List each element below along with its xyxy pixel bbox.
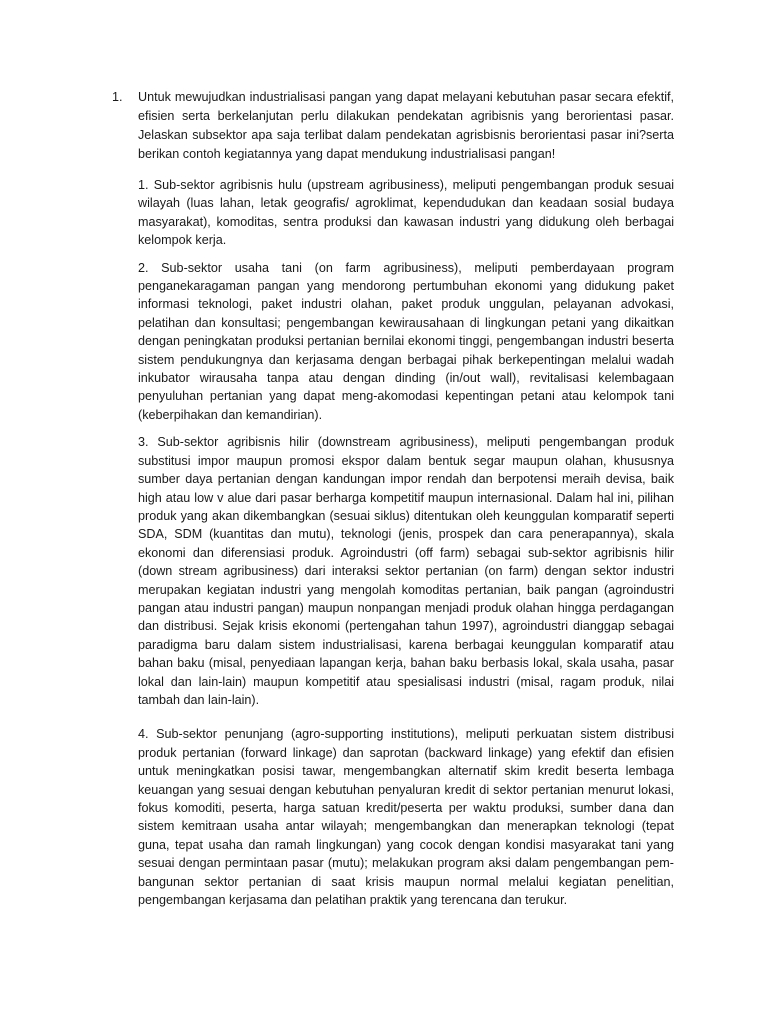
- question-number: 1.: [112, 90, 123, 104]
- question-text: Untuk mewujudkan industrialisasi pangan yang dapat melayani kebutuhan pasar secara efektif, efisien serta berkelanjutan perlu dilakukan pendekatan agribisnis yang berorientasi pasar. Jelaskan subsektor apa saja terlibat dalam pendekatan agrisbisnis berorientasi pasar ini?serta berikan contoh kegiatannya yang dapat mendukung industrialisasi pangan!: [138, 90, 674, 161]
- question-block: [114, 88, 674, 164]
- answer-paragraph-downstream: 3. Sub-sektor agribisnis hilir (downstream agribusiness), meliputi pengembangan produk substitusi impor maupun promosi ekspor dalam bentuk segar maupun olahan, khususnya sumber daya pertanian dengan kandungan impor rendah dan berpotensi meraih devisa, baik high atau low v alue dari pasar berharga kompetitif maupun internasional. Dalam hal ini, pilihan produk yang akan dikembangkan (sesuai siklus) ditentukan oleh keunggulan komparatif seperti SDA, SDM (kuantitas dan mutu), teknologi (jenis, prospek dan cara penerapannya), skala ekonomi dan diferensiasi produk. Agroindustri (off farm) sebagai sub-sektor agribisnis hilir (down stream agribusiness) dari interaksi sektor pertanian (on farm) dengan sektor industri merupakan kegiatan industri yang mengolah komoditas pertanian, baik pangan (agroindustri pangan atau industri pangan) maupun nonpangan menjadi produk olahan hingga perdagangan dan distribusi. Sejak krisis ekonomi (pertengahan tahun 1997), agroindustri dianggap sebagai paradigma baru dalam sistem industrialisasi, karena berbagai keunggulan komparatif atau bahan baku (misal, penyediaan lapangan kerja, bahan baku berbasis lokal, skala usaha, pasar lokal dan lain-lain) maupun kompetitif atau spesialisasi industri (misal, ragam produk, nilai tambah dan lain-lain).: [138, 435, 674, 707]
- answers-block: [138, 176, 674, 909]
- answer-paragraph-on-farm: 2. Sub-sektor usaha tani (on farm agribusiness), meliputi pemberdayaan program penganekaragaman pangan yang mendorong pertumbuhan ekonomi yang didukung paket informasi teknologi, paket industri olahan, paket produk unggulan, pelayanan advokasi, pelatihan dan konsultasi; pengembangan kewirausahaan di lingkungan petani yang dikaitkan dengan peningkatan produksi pertanian bernilai ekonomi tinggi, pengembangan industri beserta sistem pendukungnya dan kerjasama dengan berbagai pihak berkepentingan melalui wadah inkubator wirausaha tanpa atau dengan dinding (in/out wall), revitalisasi kelembagaan penyuluhan pertanian yang dapat meng-akomodasi kepentingan petani atau kelompok tani (keberpihakan dan kemandirian).: [138, 260, 674, 422]
- answer-paragraph-upstream: 1. Sub-sektor agribisnis hulu (upstream agribusiness), meliputi pengembangan produk sesuai wilayah (luas lahan, letak geografis/ agroklimat, kependudukan dan keadaan sosial budaya masyarakat), komoditas, sentra produksi dan kawasan industri yang didukung oleh berbagai kelompok kerja.: [138, 178, 674, 248]
- answer-paragraph-supporting: 4. Sub-sektor penunjang (agro-supporting institutions), meliputi perkuatan sistem distribusi produk pertanian (forward linkage) dan saprotan (backward linkage) yang efektif dan efisien untuk meningkatkan posisi tawar, mengembangkan alternatif skim kredit beserta lembaga keuangan yang sesuai dengan kebutuhan penyaluran kredit di sektor pertanian menurut lokasi, fokus komoditi, peserta, harga satuan kredit/peserta per waktu produksi, sumber dana dan sistem kemitraan usaha antar wilayah; mengembangkan dan menerapkan teknologi (tepat guna, tepat usaha dan ramah lingkungan) yang cocok dengan kondisi masyarakat tani yang sesuai dengan permintaan pasar (mutu); melakukan program aksi dalam pengembangan pem-bangunan sektor pertanian di saat krisis maupun normal melalui kegiatan penelitian, pengembangan kerjasama dan pelatihan praktik yang terencana dan terukur.: [138, 727, 674, 908]
